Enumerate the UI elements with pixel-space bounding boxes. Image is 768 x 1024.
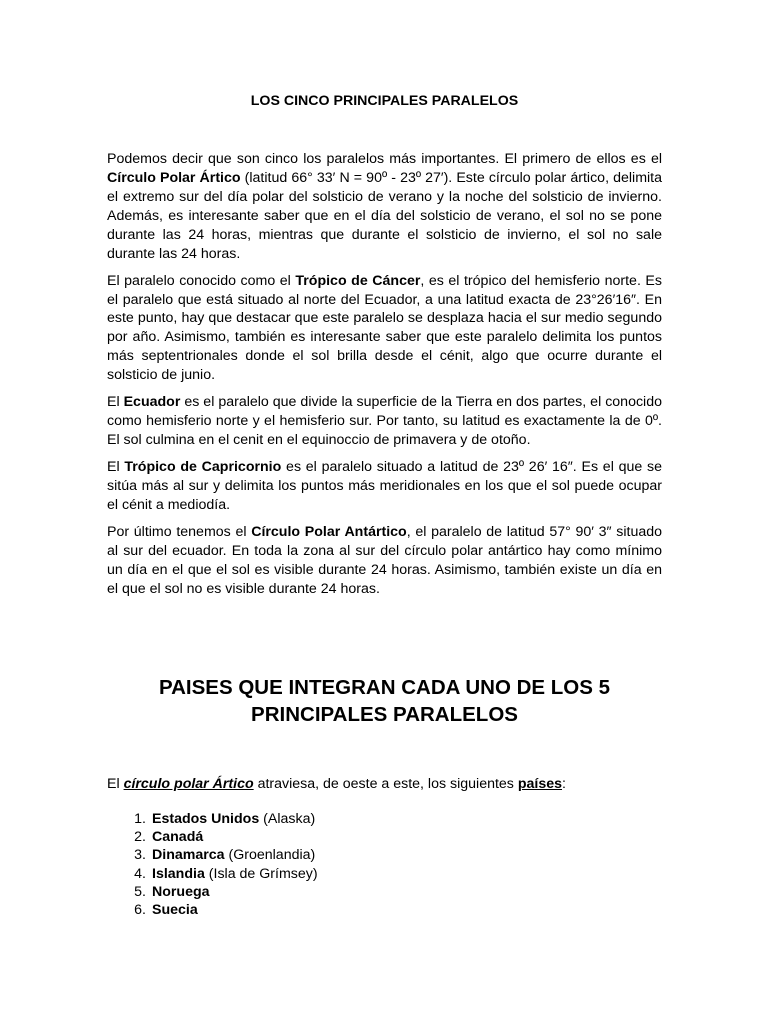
intro-suffix: : [562,776,566,792]
paragraph-text: , es el trópico del hemisferio norte. Es el paralelo que está situado al norte del Ecuador, a una latitud exacta de 23°26′16″. En este punto, hay que destacar que este paralelo se desplaza hacia el sur medio segundo por año. Asimismo, también es interesante saber que este paralelo delimita los puntos más septentrionales donde el sol brilla desde el cénit, algo que ocurre durante el solsticio de junio. [107,272,662,384]
list-item [107,901,662,919]
list-item [107,846,662,864]
bold-term: Círculo Polar Antártico [251,524,407,541]
list-item-number: 3. [134,847,146,864]
paragraph [107,458,662,515]
paragraph-text: (latitud 66° 33′ N = 90º - 23º 27′). Este círculo polar ártico, delimita el extremo sur del día polar del solsticio de verano y la noche del solsticio de invierno. Además, es interesante saber que en el día del solsticio de verano, el sol no se pone durante las 24 horas, mientras que durante el solsticio de invierno, el sol no sale durante las 24 horas. [107,169,663,262]
list-item-number: 5. [134,883,146,900]
bold-term: Círculo Polar Ártico [107,169,241,186]
intro-link-term: círculo polar Ártico [123,776,254,792]
bold-term: Ecuador [123,394,181,411]
section-heading [107,674,662,728]
country-note: (Groenlandia) [224,847,316,864]
list-item-number: 4. [134,865,146,882]
paragraph-text: , el paralelo de latitud 57° 90′ 3″ situado al sur del ecuador. En toda la zona al sur del círculo polar antártico hay como mínimo un día en el que el sol es visible durante 24 horas. Asimismo, también existe un día en el que el sol no es visible durante 24 horas. [107,524,663,597]
intro-sentence [107,775,662,793]
paragraph [107,272,662,385]
paragraph-text: es el paralelo que divide la superficie de la Tierra en dos partes, el conocido como hemisferio norte y el hemisferio sur. Por tanto, su latitud es exactamente la de 0º. El sol culmina en el cenit en el equinoccio de primavera y de otoño. [107,394,662,449]
country-list [107,810,662,919]
list-item [107,865,662,883]
paragraph [107,150,662,263]
list-item [107,828,662,846]
paragraph-text: es el paralelo situado a latitud de 23º 26′ 16″. Es el que se sitúa más al sur y delimita los puntos más meridionales en los que el sol puede ocupar el cénit a mediodía. [107,459,663,513]
intro-keyword: países [517,776,563,792]
country-note: (Alaska) [259,811,316,827]
paragraph-text: Por último tenemos el [107,524,252,541]
country-name: Estados Unidos [152,811,260,827]
list-item [107,810,662,828]
section-heading-line-1: PAISES QUE INTEGRAN CADA UNO DE LOS 5 [158,676,611,699]
country-name: Noruega [152,883,210,900]
list-item-number: 2. [134,829,146,846]
bold-term: Trópico de Cáncer [295,272,421,289]
paragraph [107,523,662,599]
country-note: (Isla de Grímsey) [204,865,318,882]
paragraph [107,393,662,450]
intro-middle: atraviesa, de oeste a este, los siguientes [253,776,518,792]
paragraph-text: Podemos decir que son cinco los paralelos más importantes. El primero de ellos es el [107,151,662,167]
paragraph-text: El [107,459,125,476]
intro-prefix: El [107,776,124,792]
page-title: LOS CINCO PRINCIPALES PARALELOS [250,93,519,109]
list-item-number: 6. [134,902,146,919]
bold-term: Trópico de Capricornio [124,459,282,476]
country-name: Canadá [152,829,204,846]
body-paragraphs [107,150,662,607]
section-heading-line-2: PRINCIPALES PARALELOS [251,703,518,726]
country-name: Islandia [152,865,205,882]
paragraph-text: El [107,394,124,411]
paragraph-text: El paralelo conocido como el [107,272,296,289]
country-name: Suecia [152,902,198,919]
country-name: Dinamarca [152,847,225,864]
list-item-number: 1. [134,811,146,827]
list-item [107,883,662,901]
